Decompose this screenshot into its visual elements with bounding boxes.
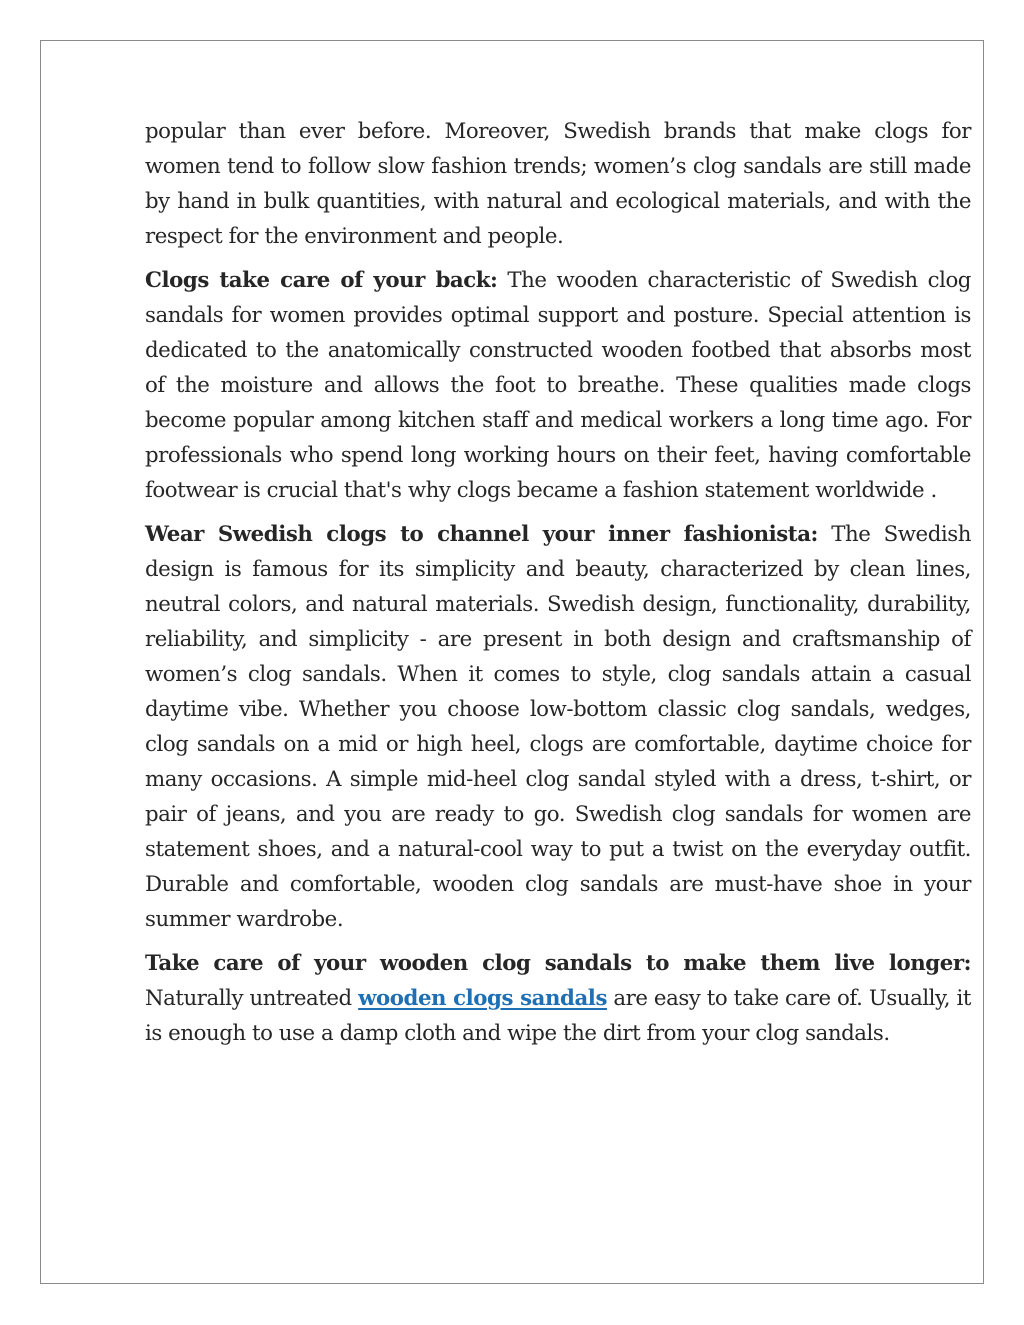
paragraph-heading: Wear Swedish clogs to channel your inner fashionista: bbox=[145, 522, 818, 547]
paragraph-text: Naturally untreated bbox=[145, 986, 352, 1011]
paragraph-heading: Clogs take care of your back: bbox=[145, 268, 498, 293]
paragraph-text: are easy to take care of. Usually, it is enough to use a damp cloth and wipe the dirt from your clog sandals. bbox=[145, 986, 971, 1046]
paragraph-heading: Take care of your wooden clog sandals to make them live longer: bbox=[145, 951, 971, 976]
paragraph-care bbox=[145, 946, 971, 1051]
paragraph-text: popular than ever before. Moreover, Swedish brands that make clogs for women tend to follow slow fashion trends; women’s clog sandals are still made by hand in bulk quantities, with natural and ecological materials, and with the respect for the environment and people. bbox=[145, 119, 971, 249]
paragraph-text: The wooden characteristic of Swedish clog sandals for women provides optimal support and posture. Special attention is dedicated to the anatomically constructed wooden footbed that absorbs most of the moisture and allows the foot to breathe. These qualities made clogs become popular among kitchen staff and medical workers a long time ago. For professionals who spend long working hours on their feet, having comfortable footwear is crucial that's why clogs became a fashion statement worldwide . bbox=[145, 268, 971, 503]
document-body bbox=[145, 114, 971, 1060]
paragraph-continuation bbox=[145, 114, 971, 254]
wooden-clogs-sandals-link[interactable]: wooden clogs sandals bbox=[358, 986, 607, 1011]
paragraph-fashionista bbox=[145, 517, 971, 937]
paragraph-back-support bbox=[145, 263, 971, 508]
paragraph-text: The Swedish design is famous for its simplicity and beauty, characterized by clean lines, neutral colors, and natural materials. Swedish design, functionality, durability, reliability, and simplicity - are present in both design and craftsmanship of women’s clog sandals. When it comes to style, clog sandals attain a casual daytime vibe. Whether you choose low-bottom classic clog sandals, wedges, clog sandals on a mid or high heel, clogs are comfortable, daytime choice for many occasions. A simple mid-heel clog sandal styled with a dress, t-shirt, or pair of jeans, and you are ready to go. Swedish clog sandals for women are statement shoes, and a natural-cool way to put a twist on the everyday outfit. Durable and comfortable, wooden clog sandals are must-have shoe in your summer wardrobe. bbox=[145, 522, 972, 932]
